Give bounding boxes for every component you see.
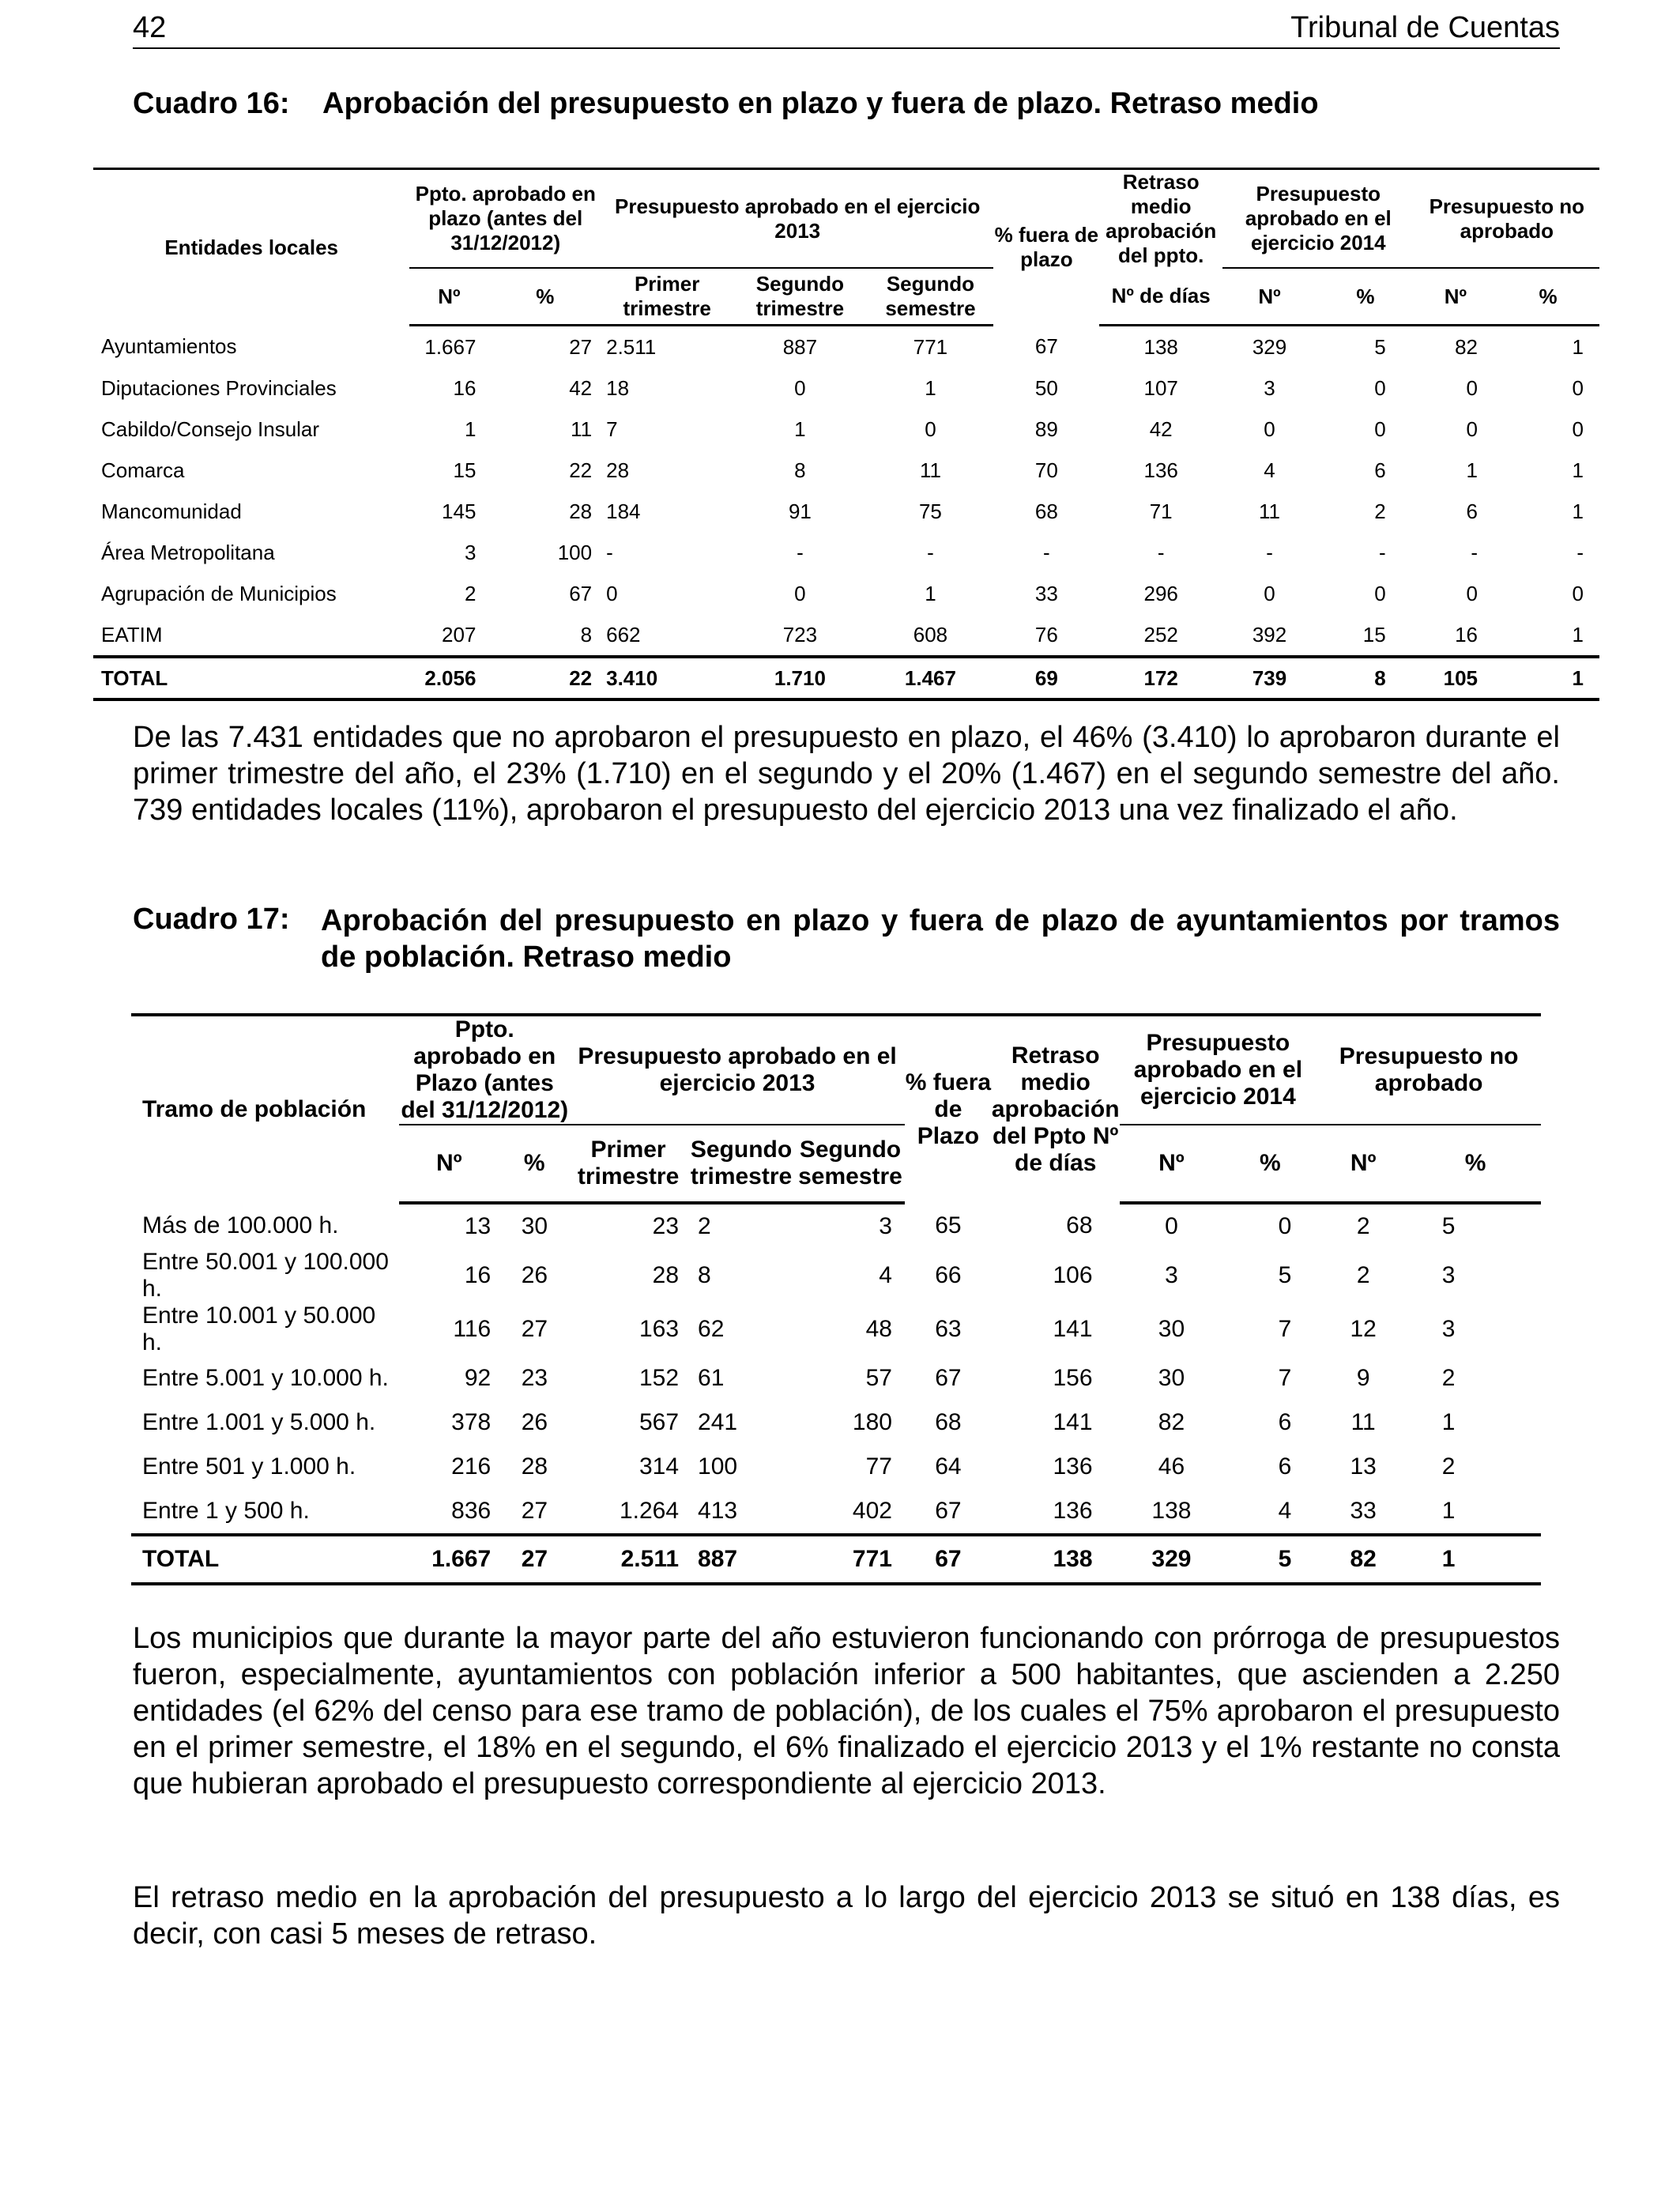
row-label-cell: Agrupación de Municipios	[101, 581, 337, 605]
table-cell: 156	[1053, 1365, 1093, 1391]
col-no-aprobado: Presupuesto no aprobado	[1414, 169, 1599, 269]
table-cell: -	[927, 540, 934, 564]
table-cell: 567	[638, 1409, 680, 1435]
table-cell: 7	[1278, 1365, 1292, 1391]
table-cell: 1	[794, 417, 806, 441]
table-cell: 378	[451, 1409, 492, 1435]
col-pct-no: %	[1497, 268, 1599, 326]
col-segundo-trim: Segundo trimestre	[733, 268, 867, 326]
table-cell: 207	[442, 622, 477, 647]
col-n-no: Nº	[1414, 268, 1497, 326]
table-cell: 28	[652, 1262, 680, 1288]
table-cell: 27	[569, 334, 593, 359]
col-ppto-en-plazo: Ppto. aprobado en plazo (antes del 31/12/2012)	[409, 169, 601, 269]
table-row	[93, 326, 1599, 368]
table-row	[131, 1489, 1541, 1535]
col-primer-trim: Primer trimestre	[570, 1125, 687, 1203]
table-cell: 77	[865, 1453, 892, 1480]
table-row	[93, 450, 1599, 491]
table-cell: 3	[1441, 1262, 1456, 1288]
col-n-2014: Nº	[1222, 268, 1317, 326]
table-cell: 1	[1497, 657, 1599, 699]
table-cell: 107	[1143, 375, 1178, 400]
table-cell: 66	[935, 1262, 962, 1288]
table-cell: 887	[782, 334, 818, 359]
table-cell: 329	[1120, 1535, 1224, 1584]
table-cell: 1	[1410, 1535, 1541, 1584]
table-cell: 7	[1278, 1316, 1292, 1342]
table-cell: 71	[1149, 499, 1173, 523]
table-cell: 887	[687, 1535, 796, 1584]
table-cell: 6	[1466, 499, 1478, 523]
table-cell: 5	[1278, 1262, 1292, 1288]
table-cell: 314	[638, 1453, 680, 1480]
table-cell: 30	[1158, 1365, 1185, 1391]
table-cell: 0	[1572, 417, 1584, 441]
publisher-name: Tribunal de Cuentas	[1290, 11, 1560, 44]
col-n-2014: Nº	[1120, 1125, 1224, 1203]
table-cell: 1	[1466, 458, 1478, 482]
table-cell: 1	[1441, 1409, 1456, 1435]
table-cell: 184	[606, 499, 641, 523]
table-cell: 46	[1158, 1453, 1185, 1480]
table-cell: 136	[1143, 458, 1178, 482]
table-cell: 16	[464, 1262, 492, 1288]
table-cell: 11	[571, 417, 593, 441]
table-cell: -	[1157, 540, 1165, 564]
table16-title: Aprobación del presupuesto en plazo y fuera de plazo. Retraso medio	[322, 87, 1319, 120]
col-tramo: Tramo de población	[131, 1015, 399, 1203]
table-cell: 771	[796, 1535, 905, 1584]
table-cell: 1	[1572, 622, 1584, 647]
row-label-cell: Mancomunidad	[101, 499, 242, 523]
table-cell: 0	[606, 581, 618, 605]
table-cell: 152	[638, 1365, 680, 1391]
col-retraso-unit: Nº de días	[1099, 268, 1222, 326]
col-pct: %	[488, 268, 601, 326]
page-number: 42	[133, 11, 167, 44]
table17-title: Aprobación del presupuesto en plazo y fuera de plazo de ayuntamientos por tramos de población. Retraso medio	[321, 904, 1560, 974]
table-cell: 1.467	[868, 657, 994, 699]
table-row	[93, 573, 1599, 614]
table-cell: 413	[698, 1498, 738, 1524]
row-label-cell: TOTAL	[93, 657, 409, 699]
table-cell: 3	[1165, 1262, 1178, 1288]
table-cell: -	[1043, 540, 1050, 564]
table-row	[131, 1249, 1541, 1302]
table-cell: 69	[993, 657, 1099, 699]
col-n: Nº	[409, 268, 488, 326]
table-cell: 0	[1374, 417, 1386, 441]
table-cell: 4	[1264, 458, 1275, 482]
table-cell: 836	[451, 1498, 492, 1524]
table-cell: 1	[1441, 1498, 1456, 1524]
table-cell: 3	[879, 1213, 892, 1239]
table-cell: 1.710	[733, 657, 867, 699]
table-cell: 15	[453, 458, 477, 482]
table-cell: 70	[1034, 458, 1058, 482]
table-cell: -	[606, 540, 613, 564]
table-cell: 22	[569, 458, 593, 482]
table-cell: 0	[1165, 1213, 1178, 1239]
col-segundo-trim: Segundo trimestre	[687, 1125, 796, 1203]
table-cell: 68	[935, 1409, 962, 1435]
table-cell: 662	[606, 622, 641, 647]
table-cell: 2	[1374, 499, 1386, 523]
table-cell: 138	[992, 1535, 1120, 1584]
table-cell: 723	[782, 622, 818, 647]
table-cell: 11	[1259, 499, 1281, 523]
row-label-cell: Entre 50.001 y 100.000 h.	[142, 1249, 389, 1302]
table-cell: 5	[1374, 334, 1386, 359]
table-cell: 13	[464, 1213, 492, 1239]
table-cell: 2	[1356, 1262, 1370, 1288]
table-cell: 9	[1356, 1365, 1370, 1391]
table-cell: 67	[935, 1365, 962, 1391]
table-cell: 16	[1455, 622, 1478, 647]
table-cell: 105	[1414, 657, 1497, 699]
col-ppto-en-plazo: Ppto. aprobado en Plazo (antes del 31/12/2012)	[401, 1016, 569, 1123]
table-cell: 23	[521, 1365, 548, 1391]
table-cell: 18	[606, 375, 630, 400]
table-cell: 28	[569, 499, 593, 523]
table-cell: 3.410	[601, 657, 733, 699]
table-cell: 82	[1455, 334, 1478, 359]
table-cell: 138	[1151, 1498, 1192, 1524]
row-label-cell: Diputaciones Provinciales	[101, 375, 337, 400]
col-segundo-sem: Segundo semestre	[796, 1125, 905, 1203]
paragraph-1: De las 7.431 entidades que no aprobaron el presupuesto en plazo, el 46% (3.410) lo aprobaron durante el primer trimestre del año, el 23% (1.710) en el segundo y el 20% (1.467) en el segundo semestre del año. 739 entidades locales (11%), aprobaron el presupuesto del ejercicio 2013 una vez finalizado el año.	[133, 721, 1560, 827]
table-cell: 1	[1572, 499, 1584, 523]
table-cell: 3	[464, 540, 477, 564]
table-cell: 7	[606, 417, 618, 441]
table-cell: 163	[638, 1316, 680, 1342]
table-cell: 172	[1099, 657, 1222, 699]
table-cell: 2	[1441, 1453, 1456, 1480]
table-cell: 392	[1252, 622, 1287, 647]
table-cell: 42	[1149, 417, 1173, 441]
table-cell: 2	[1441, 1365, 1456, 1391]
table-cell: 16	[453, 375, 477, 400]
col-pct-2014: %	[1317, 268, 1414, 326]
table-cell: 67	[905, 1535, 992, 1584]
col-no-aprobado: Presupuesto no aprobado	[1317, 1015, 1541, 1125]
table-cell: 241	[698, 1409, 738, 1435]
table-row	[131, 1356, 1541, 1400]
paragraph-3: El retraso medio en la aprobación del presupuesto a lo largo del ejercicio 2013 se situó en 138 días, es decir, con casi 5 meses de retraso.	[133, 1881, 1560, 1951]
col-retraso: Retraso medio aprobación del ppto.	[1099, 169, 1222, 269]
table-cell: 402	[852, 1498, 892, 1524]
table-cell: 62	[698, 1316, 725, 1342]
row-label-cell: Entre 5.001 y 10.000 h.	[142, 1365, 389, 1391]
row-label-cell: Entre 10.001 y 50.000 h.	[142, 1302, 376, 1355]
table-cell: 2.056	[409, 657, 488, 699]
table-row	[131, 1400, 1541, 1445]
table-cell: 6	[1278, 1409, 1292, 1435]
table-cell: 739	[1222, 657, 1317, 699]
table-cell: 26	[521, 1262, 548, 1288]
table-cell: 2	[1356, 1213, 1370, 1239]
paragraph-2: Los municipios que durante la mayor parte del año estuvieron funcionando con prórroga de presupuestos fueron, especialmente, ayuntamientos con población inferior a 500 habitantes, que ascienden a 2.250 entidades (el 62% del censo para ese tramo de población), de los cuales el 75% aprobaron el presupuesto en el primer semestre, el 18% en el segundo, el 6% finalizado el ejercicio 2013 y el 1% restante no consta que hubieran aprobado el presupuesto correspondiente al ejercicio 2013.	[133, 1622, 1560, 1800]
col-pct-no: %	[1410, 1125, 1541, 1203]
table-cell: 6	[1278, 1453, 1292, 1480]
col-fuera-plazo: % fuera de Plazo	[905, 1015, 992, 1203]
table-cell: 6	[1374, 458, 1386, 482]
table-cell: 180	[852, 1409, 892, 1435]
table-row	[93, 491, 1599, 532]
table-cell: 0	[1572, 581, 1584, 605]
table-cell: 8	[580, 622, 593, 647]
table-cell: 1	[1572, 334, 1584, 359]
table-cell: 2	[698, 1213, 711, 1239]
table-cell: 61	[698, 1365, 725, 1391]
table17	[131, 1013, 1541, 1585]
row-label-cell: EATIM	[101, 622, 163, 647]
table-cell: 1	[464, 417, 477, 441]
table-cell: 82	[1317, 1535, 1410, 1584]
table-cell: 57	[865, 1365, 892, 1391]
table-cell: 100	[557, 540, 593, 564]
table-cell: 8	[698, 1262, 711, 1288]
table-cell: 252	[1143, 622, 1178, 647]
table-cell: 12	[1350, 1316, 1377, 1342]
col-pct-2014: %	[1223, 1125, 1317, 1203]
table-cell: 0	[1466, 375, 1478, 400]
table-cell: 138	[1143, 334, 1178, 359]
table-cell: 68	[1066, 1212, 1093, 1238]
table-cell: 0	[1374, 581, 1386, 605]
table-cell: 3	[1264, 375, 1275, 400]
table-cell: 0	[925, 417, 936, 441]
table-cell: 68	[1034, 499, 1058, 523]
table-cell: 0	[1466, 581, 1478, 605]
table-cell: 33	[1034, 581, 1058, 605]
row-label-cell: Área Metropolitana	[101, 540, 275, 564]
table-cell: 0	[1374, 375, 1386, 400]
table-cell: 4	[1278, 1498, 1292, 1524]
table-cell: 67	[569, 581, 593, 605]
table-cell: 136	[1053, 1453, 1093, 1480]
col-entidades: Entidades locales	[93, 169, 409, 326]
table-cell: 11	[919, 458, 941, 482]
table-row	[93, 532, 1599, 573]
row-label-cell: Entre 501 y 1.000 h.	[142, 1453, 356, 1480]
table-cell: 8	[794, 458, 806, 482]
table-cell: 27	[521, 1498, 548, 1524]
table-row	[93, 368, 1599, 409]
table-cell: 0	[1264, 581, 1275, 605]
table-cell: 1.264	[619, 1498, 680, 1524]
row-label-cell: Entre 1 y 500 h.	[142, 1498, 310, 1524]
table16-label: Cuadro 16:	[133, 87, 290, 120]
table-total-row	[93, 657, 1599, 699]
table-cell: 64	[935, 1453, 962, 1480]
col-pct: %	[499, 1125, 570, 1203]
table-cell: 27	[521, 1316, 548, 1342]
table-cell: 26	[521, 1409, 548, 1435]
table-cell: 27	[499, 1535, 570, 1584]
table-cell: 82	[1158, 1409, 1185, 1435]
table-cell: 216	[451, 1453, 492, 1480]
table-cell: 0	[1572, 375, 1584, 400]
table-cell: 145	[442, 499, 477, 523]
table-total-row	[131, 1535, 1541, 1584]
col-aprobado-2013: Presupuesto aprobado en el ejercicio 2013	[601, 169, 993, 269]
table-cell: 89	[1034, 417, 1058, 441]
table-cell: 11	[1350, 1409, 1376, 1435]
table-cell: 1	[1572, 458, 1584, 482]
table-cell: 296	[1143, 581, 1178, 605]
table17-caption	[133, 903, 1560, 975]
table-cell: 4	[879, 1262, 892, 1288]
table-cell: 106	[1053, 1262, 1093, 1288]
table-cell: 23	[652, 1213, 680, 1239]
table-cell: 2.511	[570, 1535, 687, 1584]
table-row	[131, 1445, 1541, 1489]
col-retraso: Retraso medio aprobación del Ppto Nº de días	[992, 1015, 1120, 1203]
table-row	[93, 409, 1599, 450]
table-cell: 5	[1223, 1535, 1317, 1584]
table-cell: 50	[1034, 375, 1058, 400]
col-n-no: Nº	[1317, 1125, 1410, 1203]
table-cell: 22	[488, 657, 601, 699]
table-cell: -	[1576, 540, 1584, 564]
col-primer-trim: Primer trimestre	[601, 268, 733, 326]
table-cell: 2.511	[606, 334, 657, 359]
table-cell: 67	[935, 1498, 962, 1524]
table-cell: -	[797, 540, 804, 564]
table-row	[93, 614, 1599, 657]
table-cell: 5	[1441, 1213, 1456, 1239]
col-aprobado-2014: Presupuesto aprobado en el ejercicio 2014	[1222, 169, 1414, 269]
table-cell: 0	[1278, 1213, 1292, 1239]
table-cell: -	[1266, 540, 1273, 564]
col-aprobado-2014: Presupuesto aprobado en el ejercicio 2014	[1120, 1015, 1317, 1125]
table-cell: 0	[1466, 417, 1478, 441]
table-cell: 1.667	[399, 1535, 499, 1584]
table-row	[131, 1203, 1541, 1249]
col-aprobado-2013: Presupuesto aprobado en el ejercicio 2013	[570, 1015, 905, 1125]
table-cell: 141	[1053, 1409, 1093, 1435]
row-label-cell: Más de 100.000 h.	[142, 1212, 339, 1238]
table-cell: 67	[1034, 334, 1058, 358]
table-cell: 28	[521, 1453, 548, 1480]
table-cell: 75	[918, 499, 942, 523]
row-label-cell: Cabildo/Consejo Insular	[101, 417, 320, 441]
table-cell: 1	[925, 581, 936, 605]
table-cell: 0	[794, 375, 806, 400]
table-cell: 0	[794, 581, 806, 605]
table-cell: 141	[1053, 1316, 1093, 1342]
table-cell: 91	[788, 499, 812, 523]
table17-label: Cuadro 17:	[133, 903, 290, 936]
row-label-cell: TOTAL	[131, 1535, 399, 1584]
table-row	[131, 1302, 1541, 1356]
table-cell: 15	[1362, 622, 1386, 647]
row-label-cell: Ayuntamientos	[101, 334, 237, 358]
table-cell: 1.667	[424, 334, 477, 359]
table-cell: 13	[1350, 1453, 1377, 1480]
table-cell: 42	[569, 375, 593, 400]
table-cell: 608	[913, 622, 948, 647]
table-cell: 76	[1034, 622, 1058, 647]
table16	[93, 168, 1599, 701]
table-cell: 48	[865, 1316, 892, 1342]
table16-caption	[133, 87, 1319, 121]
table-cell: 33	[1350, 1498, 1377, 1524]
table-cell: 1	[925, 375, 936, 400]
table-cell: 0	[1264, 417, 1275, 441]
table-cell: 116	[453, 1316, 492, 1342]
table-cell: 28	[606, 458, 630, 482]
table-cell: 30	[521, 1213, 548, 1239]
table-cell: 8	[1317, 657, 1414, 699]
table-cell: 771	[913, 334, 948, 359]
table-cell: 63	[935, 1316, 962, 1342]
col-segundo-sem: Segundo semestre	[868, 268, 994, 326]
table-cell: 100	[698, 1453, 738, 1480]
table-cell: -	[1471, 540, 1478, 564]
table-cell: -	[1379, 540, 1386, 564]
table-cell: 2	[464, 581, 477, 605]
table-cell: 65	[935, 1212, 962, 1238]
table-cell: 136	[1053, 1498, 1093, 1524]
page-header	[133, 8, 1560, 49]
col-n: Nº	[399, 1125, 499, 1203]
table-cell: 92	[464, 1365, 492, 1391]
table-cell: 329	[1252, 334, 1287, 359]
col-fuera-plazo: % fuera de plazo	[993, 169, 1099, 326]
row-label-cell: Comarca	[101, 458, 185, 482]
row-label-cell: Entre 1.001 y 5.000 h.	[142, 1409, 376, 1435]
table-cell: 3	[1441, 1316, 1456, 1342]
table-cell: 30	[1158, 1316, 1185, 1342]
